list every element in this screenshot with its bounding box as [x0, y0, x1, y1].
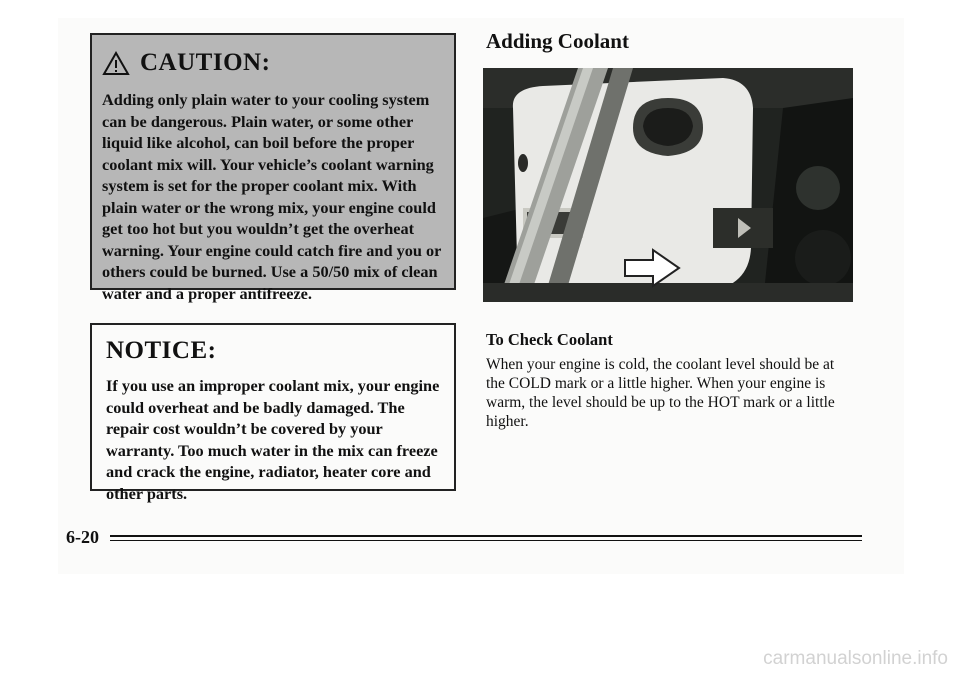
notice-text: If you use an improper coolant mix, your engine could overheat and be badly damaged. The repair cost wouldn’t be covered by your warranty. Too much water in the mix can freeze and crack the engine, radiator, heater core and other parts.: [106, 376, 440, 503]
notice-title: NOTICE:: [106, 337, 217, 364]
watermark: carmanualsonline.info: [763, 648, 948, 669]
footer-rule-thin: [110, 540, 862, 541]
page-footer: [66, 527, 862, 547]
check-coolant-heading: To Check Coolant: [486, 330, 613, 349]
section-title: Adding Coolant: [486, 29, 629, 53]
caution-box: [90, 33, 456, 303]
page-number: 6-20: [66, 527, 99, 547]
coolant-reservoir-photo: [483, 68, 853, 302]
caution-title: CAUTION:: [140, 49, 271, 76]
notice-box: [90, 323, 456, 503]
caution-header: [102, 49, 444, 77]
arrow-right-icon: [623, 248, 683, 288]
caution-text: Adding only plain water to your cooling system can be dangerous. Plain water, or some other liquid like alcohol, can boil before the proper coolant mix will. Your vehicle’s coolant warning system is set for the proper coolant mix. With plain water or the wrong mix, your engine could get too hot but you wouldn’t get the overheat warning. Your engine could catch fire and you or others could be burned. Use a 50/50 mix of clean water and a proper antifreeze.: [102, 90, 442, 303]
footer-rule: [110, 535, 862, 537]
check-coolant-text: When your engine is cold, the coolant level should be at the COLD mark or a little higher. When your engine is warm, the level should be up to the HOT mark or a little higher.: [486, 356, 835, 430]
warning-triangle-icon: [102, 51, 130, 76]
